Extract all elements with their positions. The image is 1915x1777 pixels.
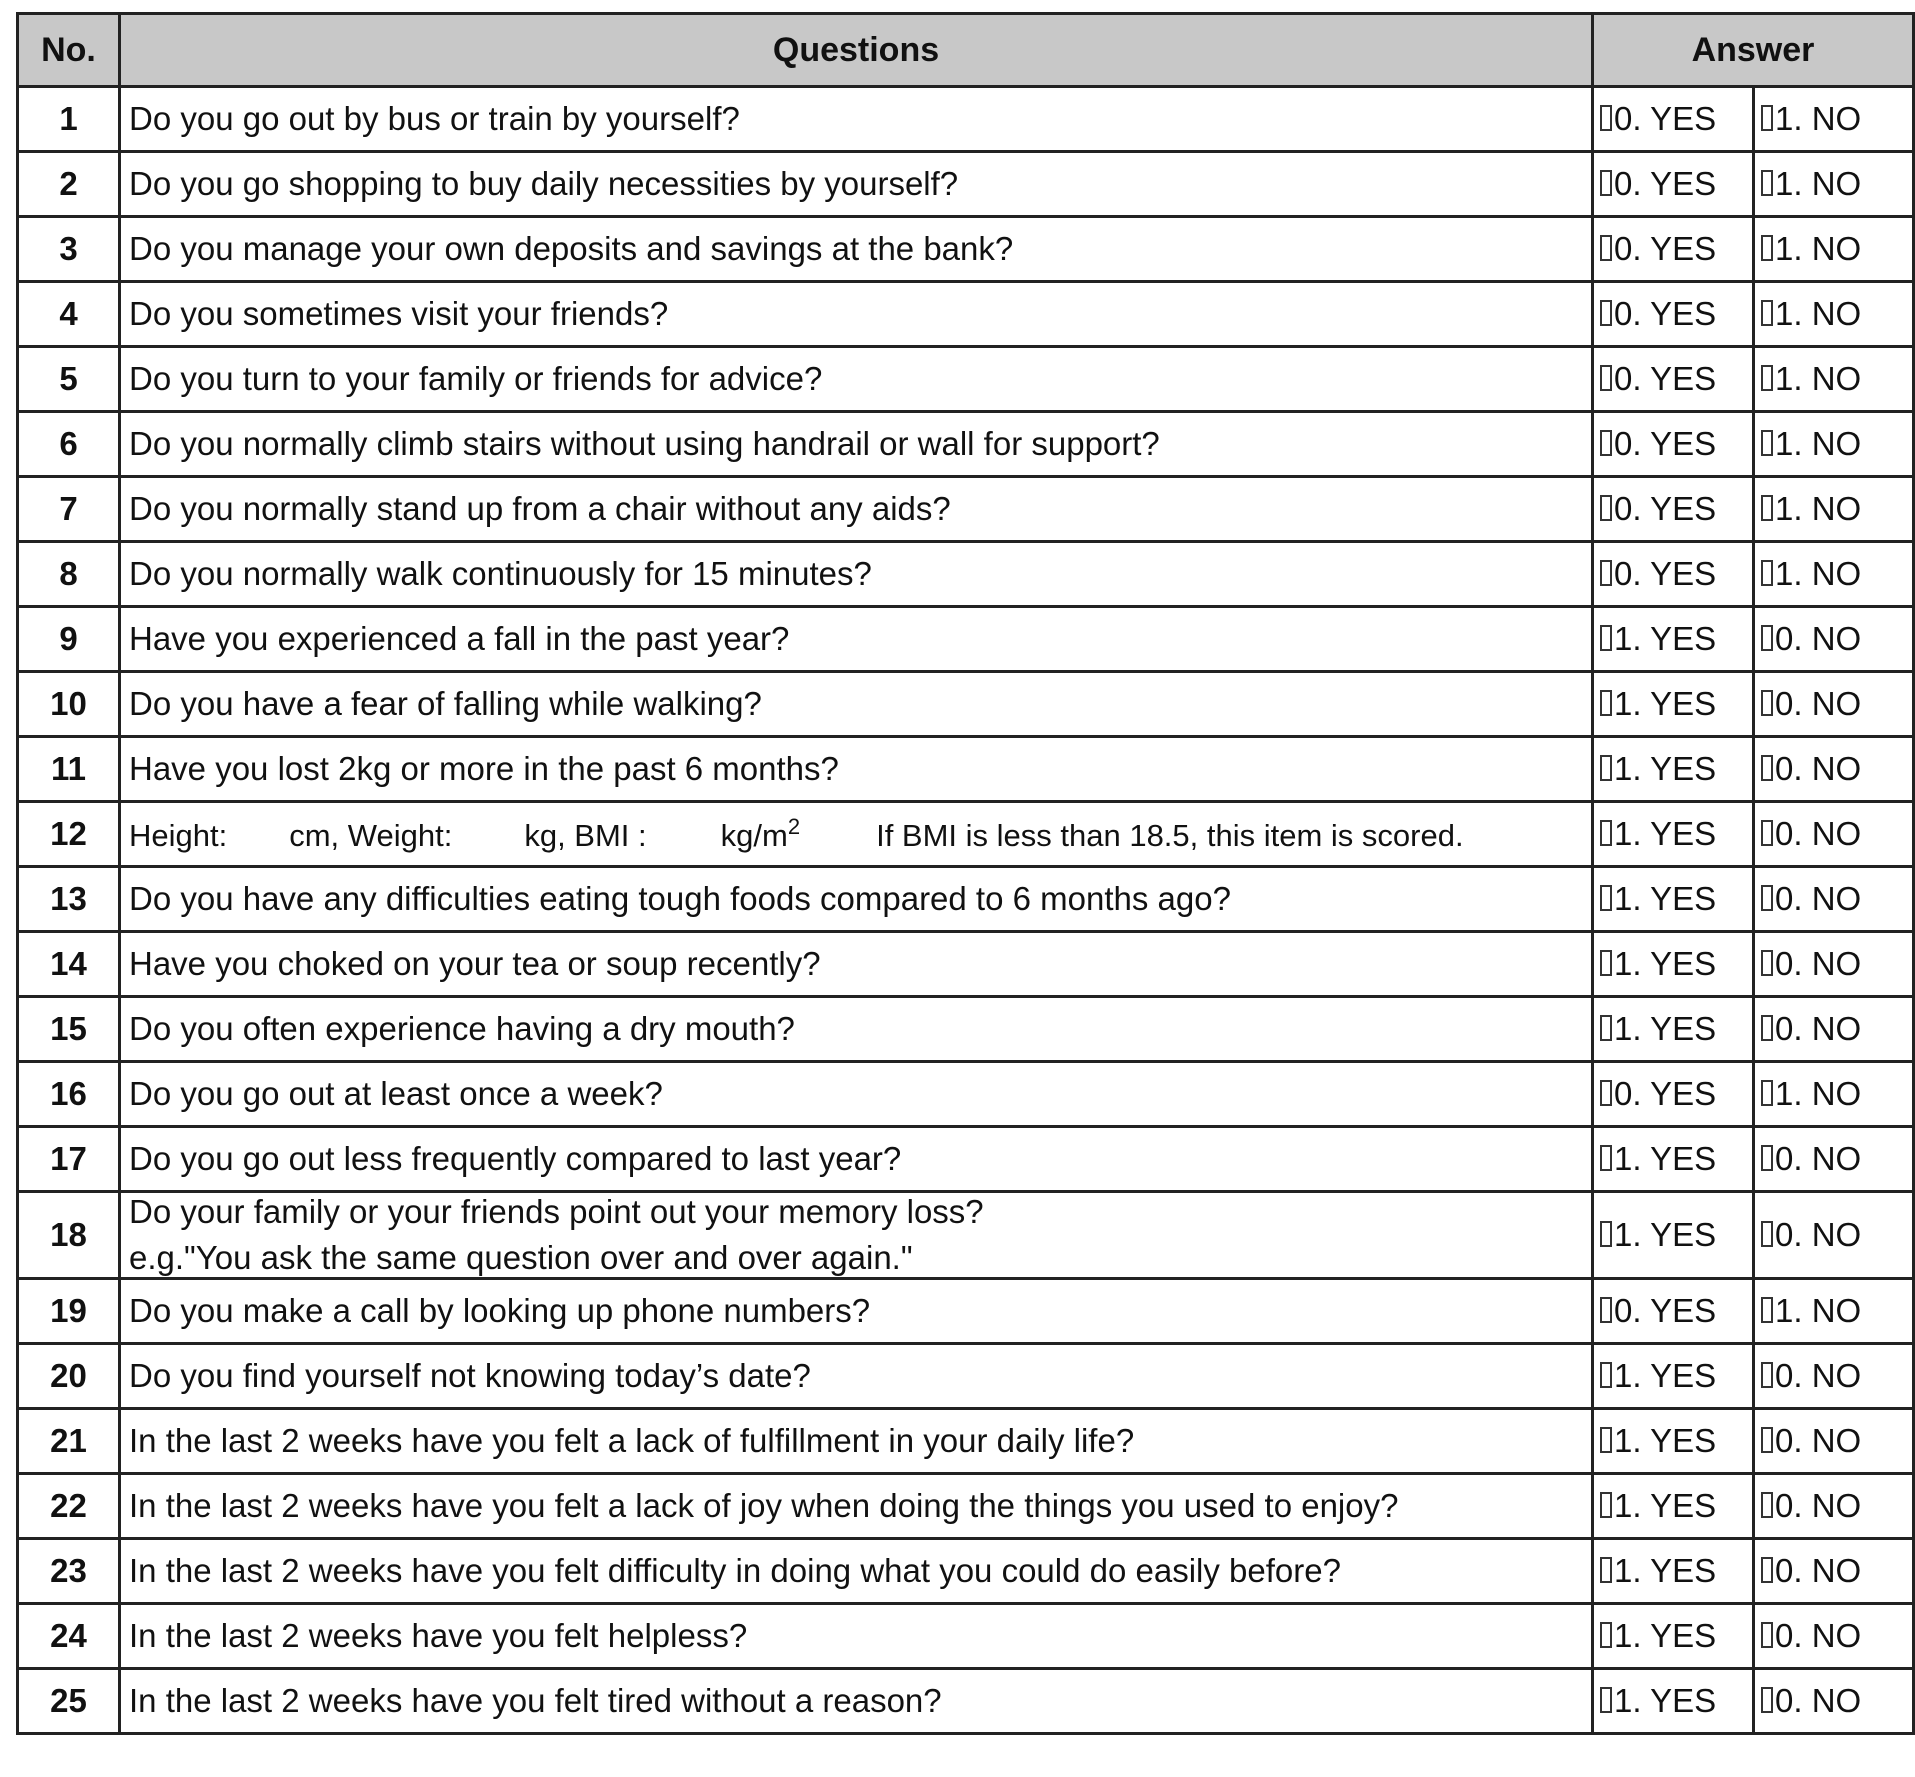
answer-label: 0. YES [1614, 490, 1717, 527]
row-number: 4 [18, 282, 120, 347]
answer-label: 0. NO [1775, 1357, 1862, 1394]
question-text: Do you go out less frequently compared to last year? [120, 1127, 1593, 1192]
answer-label: 1. YES [1614, 1487, 1717, 1524]
answer-label: 1. NO [1775, 490, 1862, 527]
answer-no-option[interactable] [1754, 1127, 1914, 1192]
answer-yes-option[interactable] [1593, 152, 1754, 217]
answer-label: 0. NO [1775, 620, 1862, 657]
question-text [120, 1192, 1593, 1279]
checkbox-icon[interactable] [1761, 495, 1773, 521]
answer-label: 1. YES [1614, 1357, 1717, 1394]
answer-no-option[interactable] [1754, 802, 1914, 867]
bmi-unit-label: kg/m [720, 818, 788, 853]
answer-label: 0. YES [1614, 100, 1717, 137]
answer-label: 1. YES [1614, 685, 1717, 722]
answer-label: 1. YES [1614, 1682, 1717, 1719]
row-number: 21 [18, 1409, 120, 1474]
answer-yes-option[interactable] [1593, 607, 1754, 672]
checkbox-icon[interactable] [1600, 300, 1612, 326]
table-row [18, 1279, 1914, 1344]
checkbox-icon[interactable] [1761, 235, 1773, 261]
question-text: Do you normally walk continuously for 15 minutes? [120, 542, 1593, 607]
checkbox-icon[interactable] [1761, 300, 1773, 326]
row-number: 10 [18, 672, 120, 737]
checkbox-icon[interactable] [1761, 1297, 1773, 1323]
answer-label: 1. YES [1614, 1140, 1717, 1177]
question-text: Do you often experience having a dry mouth? [120, 997, 1593, 1062]
table-row [18, 1127, 1914, 1192]
row-number: 11 [18, 737, 120, 802]
question-text: Do you make a call by looking up phone numbers? [120, 1279, 1593, 1344]
row-number: 6 [18, 412, 120, 477]
question-text: In the last 2 weeks have you felt difficulty in doing what you could do easily before? [120, 1539, 1593, 1604]
row-number: 22 [18, 1474, 120, 1539]
header-row [18, 14, 1914, 87]
answer-label: 1. NO [1775, 295, 1862, 332]
table-row [18, 737, 1914, 802]
table-row [18, 1344, 1914, 1409]
answer-no-option[interactable] [1754, 1062, 1914, 1127]
answer-label: 0. YES [1614, 295, 1717, 332]
answer-label: 1. NO [1775, 425, 1862, 462]
row-number: 25 [18, 1669, 120, 1734]
row-number: 17 [18, 1127, 120, 1192]
table-row [18, 867, 1914, 932]
answer-no-option[interactable] [1754, 932, 1914, 997]
checkbox-icon[interactable] [1600, 1297, 1612, 1323]
checkbox-icon[interactable] [1600, 820, 1612, 846]
answer-yes-option[interactable] [1593, 412, 1754, 477]
answer-no-option[interactable] [1754, 1279, 1914, 1344]
answer-label: 0. YES [1614, 555, 1717, 592]
row-number: 19 [18, 1279, 120, 1344]
checkbox-icon[interactable] [1600, 1687, 1612, 1713]
checkbox-icon[interactable] [1761, 1687, 1773, 1713]
answer-yes-option[interactable] [1593, 1474, 1754, 1539]
checkbox-icon[interactable] [1761, 1015, 1773, 1041]
table-row [18, 217, 1914, 282]
checkbox-icon[interactable] [1600, 170, 1612, 196]
answer-yes-option[interactable] [1593, 1127, 1754, 1192]
answer-label: 1. YES [1614, 815, 1717, 852]
table-row [18, 607, 1914, 672]
answer-no-option[interactable] [1754, 1539, 1914, 1604]
checkbox-icon[interactable] [1600, 105, 1612, 131]
row-number: 1 [18, 87, 120, 152]
answer-no-option[interactable] [1754, 997, 1914, 1062]
answer-label: 1. YES [1614, 1422, 1717, 1459]
answer-yes-option[interactable] [1593, 997, 1754, 1062]
table-row [18, 1192, 1914, 1279]
checkbox-icon[interactable] [1761, 170, 1773, 196]
answer-no-option[interactable] [1754, 477, 1914, 542]
checkbox-icon[interactable] [1600, 885, 1612, 911]
question-line-1: Do your family or your friends point out your memory loss? [129, 1193, 984, 1230]
answer-label: 0. NO [1775, 1010, 1862, 1047]
answer-label: 1. NO [1775, 1292, 1862, 1329]
answer-yes-option[interactable] [1593, 1192, 1754, 1279]
question-text: Have you choked on your tea or soup recently? [120, 932, 1593, 997]
answer-label: 0. NO [1775, 815, 1862, 852]
answer-yes-option[interactable] [1593, 802, 1754, 867]
answer-label: 1. YES [1614, 1010, 1717, 1047]
answer-label: 0. NO [1775, 1422, 1862, 1459]
checkbox-icon[interactable] [1600, 950, 1612, 976]
answer-label: 0. NO [1775, 880, 1862, 917]
answer-label: 0. NO [1775, 1552, 1862, 1589]
answer-label: 1. NO [1775, 165, 1862, 202]
answer-label: 0. YES [1614, 230, 1717, 267]
answer-label: 0. NO [1775, 1487, 1862, 1524]
table-row [18, 477, 1914, 542]
checkbox-icon[interactable] [1600, 1080, 1612, 1106]
answer-no-option[interactable] [1754, 672, 1914, 737]
answer-label: 0. YES [1614, 1075, 1717, 1112]
answer-label: 1. YES [1614, 750, 1717, 787]
answer-yes-option[interactable] [1593, 1539, 1754, 1604]
answer-label: 0. YES [1614, 1292, 1717, 1329]
bmi-note: If BMI is less than 18.5, this item is scored. [876, 818, 1464, 853]
answer-no-option[interactable] [1754, 412, 1914, 477]
row-number: 24 [18, 1604, 120, 1669]
answer-no-option[interactable] [1754, 217, 1914, 282]
answer-label: 1. NO [1775, 360, 1862, 397]
header-questions: Questions [120, 14, 1593, 87]
checkbox-icon[interactable] [1600, 625, 1612, 651]
question-text: Do you have a fear of falling while walking? [120, 672, 1593, 737]
checkbox-icon[interactable] [1761, 820, 1773, 846]
checkbox-icon[interactable] [1600, 1221, 1612, 1247]
answer-label: 1. YES [1614, 945, 1717, 982]
answer-yes-option[interactable] [1593, 737, 1754, 802]
answer-no-option[interactable] [1754, 87, 1914, 152]
bmi-cm-weight-label: cm, Weight: [289, 818, 453, 853]
checkbox-icon[interactable] [1600, 235, 1612, 261]
question-text [120, 802, 1593, 867]
answer-label: 0. YES [1614, 165, 1717, 202]
question-line-2: e.g."You ask the same question over and over again." [129, 1239, 913, 1276]
answer-no-option[interactable] [1754, 1669, 1914, 1734]
row-number: 20 [18, 1344, 120, 1409]
answer-yes-option[interactable] [1593, 282, 1754, 347]
table-row [18, 672, 1914, 737]
checkbox-icon[interactable] [1761, 690, 1773, 716]
checkbox-icon[interactable] [1761, 1622, 1773, 1648]
answer-label: 1. NO [1775, 100, 1862, 137]
answer-no-option[interactable] [1754, 282, 1914, 347]
checkbox-icon[interactable] [1761, 1557, 1773, 1583]
table-row [18, 932, 1914, 997]
answer-label: 1. YES [1614, 1216, 1717, 1253]
checkbox-icon[interactable] [1761, 885, 1773, 911]
answer-yes-option[interactable] [1593, 1604, 1754, 1669]
answer-label: 0. YES [1614, 425, 1717, 462]
row-number: 7 [18, 477, 120, 542]
row-number: 8 [18, 542, 120, 607]
answer-label: 1. YES [1614, 1552, 1717, 1589]
answer-no-option[interactable] [1754, 542, 1914, 607]
row-number: 15 [18, 997, 120, 1062]
answer-yes-option[interactable] [1593, 1669, 1754, 1734]
answer-label: 0. YES [1614, 360, 1717, 397]
answer-label: 1. NO [1775, 230, 1862, 267]
checkbox-icon[interactable] [1600, 1557, 1612, 1583]
row-number: 9 [18, 607, 120, 672]
row-number: 16 [18, 1062, 120, 1127]
answer-label: 1. NO [1775, 555, 1862, 592]
question-text: Do you manage your own deposits and savings at the bank? [120, 217, 1593, 282]
row-number: 2 [18, 152, 120, 217]
checkbox-icon[interactable] [1761, 105, 1773, 131]
row-number: 3 [18, 217, 120, 282]
answer-yes-option[interactable] [1593, 542, 1754, 607]
question-text: Do you normally climb stairs without using handrail or wall for support? [120, 412, 1593, 477]
answer-label: 1. YES [1614, 880, 1717, 917]
row-number: 13 [18, 867, 120, 932]
checkbox-icon[interactable] [1761, 430, 1773, 456]
row-number: 5 [18, 347, 120, 412]
table-row [18, 1669, 1914, 1734]
checkbox-icon[interactable] [1761, 950, 1773, 976]
checkbox-icon[interactable] [1761, 1221, 1773, 1247]
table-row [18, 802, 1914, 867]
checkbox-icon[interactable] [1600, 1492, 1612, 1518]
question-text: Do you go out at least once a week? [120, 1062, 1593, 1127]
checkbox-icon[interactable] [1761, 560, 1773, 586]
answer-no-option[interactable] [1754, 737, 1914, 802]
answer-label: 0. NO [1775, 945, 1862, 982]
answer-label: 0. NO [1775, 1140, 1862, 1177]
table-row [18, 282, 1914, 347]
question-text: Do you normally stand up from a chair without any aids? [120, 477, 1593, 542]
question-text: In the last 2 weeks have you felt tired without a reason? [120, 1669, 1593, 1734]
checkbox-icon[interactable] [1600, 560, 1612, 586]
table-row [18, 1409, 1914, 1474]
answer-yes-option[interactable] [1593, 347, 1754, 412]
table-row [18, 412, 1914, 477]
header-answer: Answer [1593, 14, 1914, 87]
table-row [18, 152, 1914, 217]
answer-yes-option[interactable] [1593, 672, 1754, 737]
answer-yes-option[interactable] [1593, 867, 1754, 932]
answer-label: 0. NO [1775, 685, 1862, 722]
answer-yes-option[interactable] [1593, 217, 1754, 282]
answer-yes-option[interactable] [1593, 1062, 1754, 1127]
checkbox-icon[interactable] [1600, 1362, 1612, 1388]
answer-yes-option[interactable] [1593, 87, 1754, 152]
checkbox-icon[interactable] [1600, 495, 1612, 521]
answer-no-option[interactable] [1754, 1474, 1914, 1539]
question-text: In the last 2 weeks have you felt a lack of fulfillment in your daily life? [120, 1409, 1593, 1474]
checkbox-icon[interactable] [1761, 1145, 1773, 1171]
table-row [18, 542, 1914, 607]
checkbox-icon[interactable] [1761, 1080, 1773, 1106]
question-text: Do you go shopping to buy daily necessities by yourself? [120, 152, 1593, 217]
answer-label: 1. YES [1614, 620, 1717, 657]
table-row [18, 1474, 1914, 1539]
answer-no-option[interactable] [1754, 1344, 1914, 1409]
answer-label: 1. NO [1775, 1075, 1862, 1112]
row-number: 23 [18, 1539, 120, 1604]
answer-no-option[interactable] [1754, 1604, 1914, 1669]
question-text: Do you find yourself not knowing today’s date? [120, 1344, 1593, 1409]
question-text: Do you turn to your family or friends for advice? [120, 347, 1593, 412]
checkbox-icon[interactable] [1761, 1492, 1773, 1518]
bmi-kg-label: kg, BMI : [524, 818, 647, 853]
answer-no-option[interactable] [1754, 1192, 1914, 1279]
question-text: In the last 2 weeks have you felt helpless? [120, 1604, 1593, 1669]
question-text: Have you lost 2kg or more in the past 6 months? [120, 737, 1593, 802]
answer-label: 0. NO [1775, 1216, 1862, 1253]
answer-yes-option[interactable] [1593, 477, 1754, 542]
question-text: Do you have any difficulties eating tough foods compared to 6 months ago? [120, 867, 1593, 932]
checkbox-icon[interactable] [1600, 755, 1612, 781]
checkbox-icon[interactable] [1600, 365, 1612, 391]
answer-no-option[interactable] [1754, 1409, 1914, 1474]
question-text: Do you go out by bus or train by yourself? [120, 87, 1593, 152]
checkbox-icon[interactable] [1761, 625, 1773, 651]
answer-yes-option[interactable] [1593, 1409, 1754, 1474]
table-row [18, 1539, 1914, 1604]
answer-yes-option[interactable] [1593, 932, 1754, 997]
answer-label: 1. YES [1614, 1617, 1717, 1654]
table-row [18, 87, 1914, 152]
bmi-unit-superscript: 2 [787, 814, 801, 839]
question-text: In the last 2 weeks have you felt a lack of joy when doing the things you used to enjoy? [120, 1474, 1593, 1539]
answer-no-option[interactable] [1754, 152, 1914, 217]
answer-no-option[interactable] [1754, 347, 1914, 412]
table-row [18, 1604, 1914, 1669]
answer-no-option[interactable] [1754, 867, 1914, 932]
answer-label: 0. NO [1775, 1617, 1862, 1654]
table-row [18, 1062, 1914, 1127]
checkbox-icon[interactable] [1761, 1362, 1773, 1388]
checkbox-icon[interactable] [1600, 1622, 1612, 1648]
row-number: 14 [18, 932, 120, 997]
checkbox-icon[interactable] [1761, 755, 1773, 781]
questionnaire-table [16, 12, 1915, 1735]
answer-no-option[interactable] [1754, 607, 1914, 672]
question-text: Do you sometimes visit your friends? [120, 282, 1593, 347]
header-no: No. [18, 14, 120, 87]
row-number: 18 [18, 1192, 120, 1279]
checkbox-icon[interactable] [1600, 1427, 1612, 1453]
bmi-height-label: Height: [129, 818, 228, 853]
table-row [18, 997, 1914, 1062]
checkbox-icon[interactable] [1600, 430, 1612, 456]
answer-yes-option[interactable] [1593, 1279, 1754, 1344]
row-number: 12 [18, 802, 120, 867]
checkbox-icon[interactable] [1600, 1015, 1612, 1041]
checkbox-icon[interactable] [1761, 365, 1773, 391]
checkbox-icon[interactable] [1761, 1427, 1773, 1453]
checkbox-icon[interactable] [1600, 690, 1612, 716]
answer-label: 0. NO [1775, 1682, 1862, 1719]
answer-yes-option[interactable] [1593, 1344, 1754, 1409]
checkbox-icon[interactable] [1600, 1145, 1612, 1171]
table-row [18, 347, 1914, 412]
answer-label: 0. NO [1775, 750, 1862, 787]
question-text: Have you experienced a fall in the past year? [120, 607, 1593, 672]
